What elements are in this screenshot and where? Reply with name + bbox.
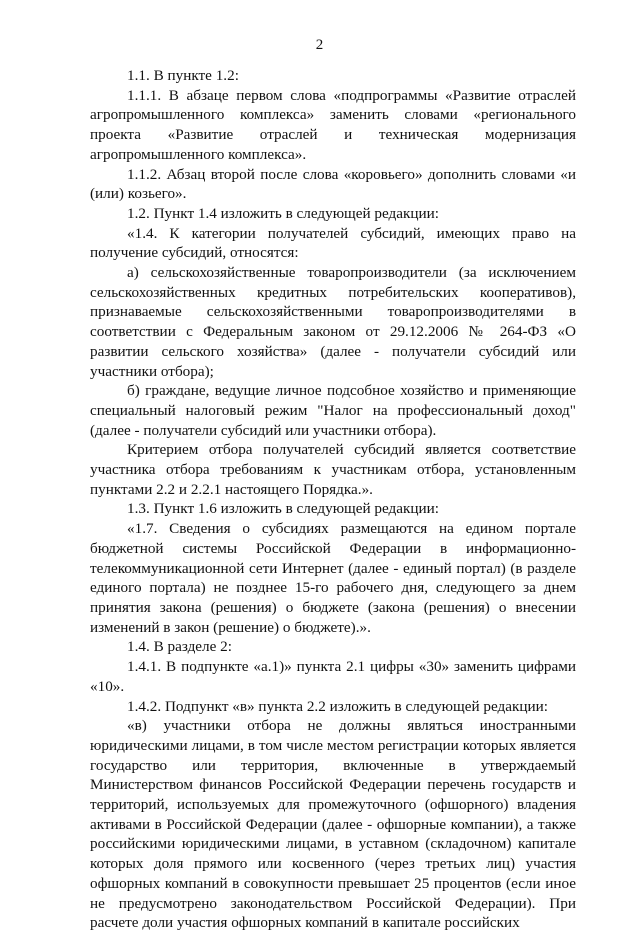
paragraph-item-b: б) граждане, ведущие личное подсобное хозяйство и применяющие специальный налоговый режим "Налог на профессиональный доход" (далее - получатели субсидий или участники отбора). — [90, 382, 576, 439]
paragraph-item-a: а) сельскохозяйственные товаропроизводители (за исключением сельскохозяйственных кредитных потребительских кооперативов), признаваемые сельскохозяйственными товаропроизводителями в соответствии с Федеральным законом от 29.12.2006 № 264-ФЗ «О развитии сельского хозяйства» (далее - получатели субсидий или участники отбора); — [90, 264, 576, 380]
paragraph-1-2: 1.2. Пункт 1.4 изложить в следующей редакции: — [127, 204, 440, 222]
paragraph-1-4-section: 1.4. В разделе 2: — [127, 638, 232, 656]
paragraph-1-1-1: 1.1.1. В абзаце первом слова «подпрограммы «Развитие отраслей агропромышленного комплекса» заменить словами «регионального проекта «Развитие отраслей и техническая модернизация агропромышленного комплекса». — [90, 86, 576, 163]
paragraph-1-1: 1.1. В пункте 1.2: — [127, 67, 239, 84]
paragraph-item-v: «в) участники отбора не должны являться иностранными юридическими лицами, в том числе местом регистрации которых является государство или территория, включенные в утверждаемый Министерством финансов Российской Федерации перечень государств и территорий, используемых для промежуточного (офшорного) владения активами в Российской Федерации (далее - офшорные компании), а также российскими юридическими лицами, в уставном (складочном) капитале которых доля прямого или косвенного (через третьих лиц) участия офшорных компаний в совокупности превышает 25 процентов (если иное не предусмотрено законодательством Российской Федерации). При расчете доли участия офшорных компаний в капитале российских — [90, 717, 576, 932]
paragraph-1-4-1: 1.4.1. В подпункте «а.1)» пункта 2.1 цифры «30» заменить цифрами «10». — [90, 658, 576, 695]
page-number: 2 — [315, 37, 324, 53]
paragraph-1-4-quote: «1.4. К категории получателей субсидий, имеющих право на получение субсидий, относятся: — [90, 224, 576, 262]
paragraph-1-3: 1.3. Пункт 1.6 изложить в следующей редакции: — [127, 500, 440, 518]
paragraph-1-7-quote: «1.7. Сведения о субсидиях размещаются на едином портале бюджетной системы Российской Федерации в информационно-телекоммуникационной сети Интернет (далее - единый портал) (в разделе единого портала) не позднее 15-го рабочего дня, следующего за днем принятия закона (решения) о бюджете (закона (решения) о внесении изменений в закон (решение) о бюджете).». — [90, 520, 576, 636]
paragraph-1-4-2: 1.4.2. Подпункт «в» пункта 2.2 изложить в следующей редакции: — [127, 697, 548, 715]
paragraph-criterion: Критерием отбора получателей субсидий является соответствие участника отбора требованиям к участникам отбора, установленным пунктами 2.2 и 2.2.1 настоящего Порядка.». — [90, 441, 576, 498]
paragraph-1-1-2: 1.1.2. Абзац второй после слова «коровьего» дополнить словами «и (или) козьего». — [90, 165, 576, 203]
document-body — [90, 66, 576, 933]
